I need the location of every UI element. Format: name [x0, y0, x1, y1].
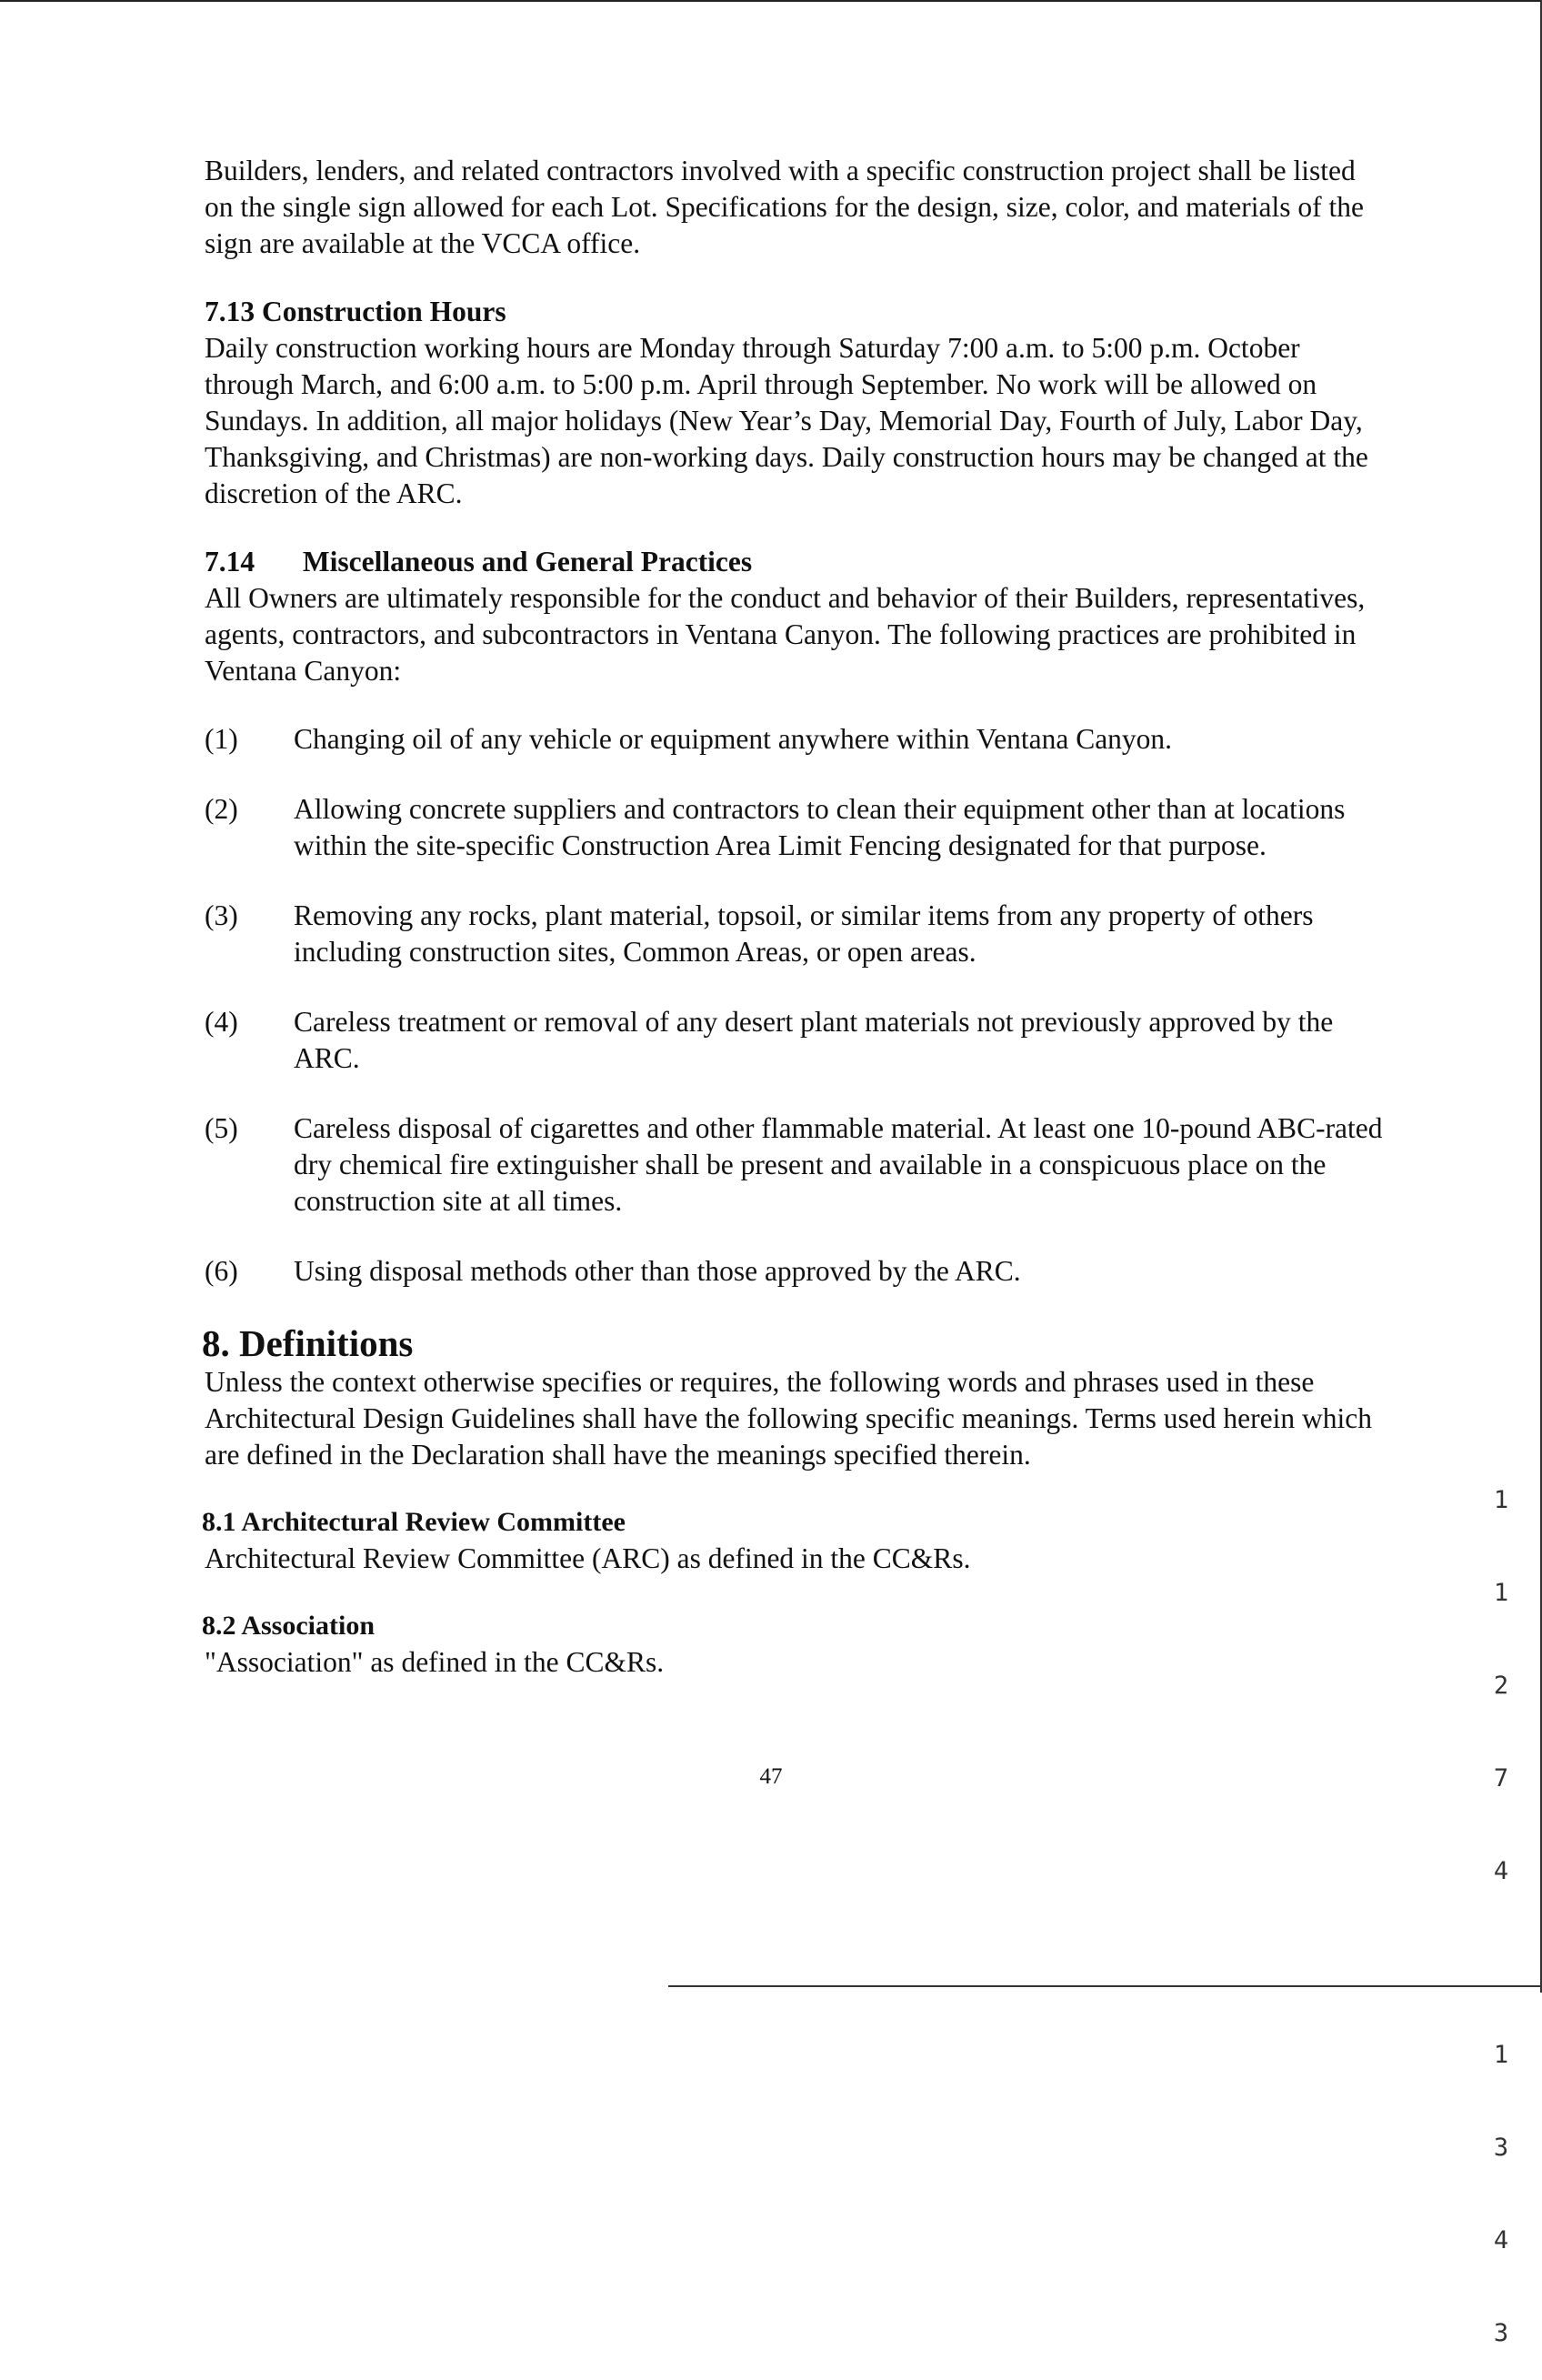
stamp-digit: 1 — [1493, 1486, 1509, 1514]
stamp-digit: 4 — [1493, 2226, 1509, 2254]
list-item — [205, 1004, 1387, 1077]
section-title: Miscellaneous and General Practices — [302, 546, 753, 577]
section-7-13-body: Daily construction working hours are Monday through Saturday 7:00 a.m. to 5:00 p.m. October through March, and 6:00 a.m. to 5:00 p.m. April through September. No work will be allowed on Sundays. In addition, all major holidays (New Year’s Day, Memorial Day, Fourth of July, Labor Day, Thanksgiving, and Christmas) are non-working days. Daily construction hours may be changed at the discretion of the ARC. — [205, 332, 1368, 509]
section-number: 7.14 — [205, 546, 255, 577]
definition-8-2-heading: 8.2 Association — [202, 1611, 375, 1641]
list-item-text: Careless treatment or removal of any desert plant materials not previously approved by the ARC. — [294, 1006, 1334, 1074]
list-item-text: Careless disposal of cigarettes and other flammable material. At least one 10-pound ABC-rated dry chemical fire extinguisher shall be present and available in a conspicuous place on the construction site at all times. — [294, 1112, 1383, 1217]
definitions-heading: 8. Definitions — [202, 1322, 414, 1364]
list-item — [205, 1253, 1387, 1290]
definition-8-1-text: Architectural Review Committee (ARC) as defined in the CC&Rs. — [205, 1542, 971, 1574]
list-item-text: Changing oil of any vehicle or equipment anywhere within Ventana Canyon. — [294, 723, 1173, 755]
list-item-text: Allowing concrete suppliers and contractors to clean their equipment other than at locations within the site-specific Construction Area Limit Fencing designated for that purpose. — [294, 793, 1346, 861]
page-border-bottom — [668, 1985, 1542, 1987]
page-number: 47 — [759, 1764, 783, 1789]
intro-paragraph: Builders, lenders, and related contractors involved with a specific construction project shall be listed on the single sign allowed for each Lot. Specifications for the design, size, color, and materials of the sign are available at the VCCA office. — [205, 155, 1364, 259]
list-item-text: Removing any rocks, plant material, topsoil, or similar items from any property of others including construction sites, Common Areas, or open areas. — [294, 899, 1314, 968]
stamp-digit: 3 — [1493, 2134, 1509, 2162]
definition-8-2-text: "Association" as defined in the CC&Rs. — [205, 1646, 665, 1678]
section-7-13-heading — [205, 294, 1387, 330]
list-item-marker: (1) — [205, 723, 238, 755]
list-item-text: Using disposal methods other than those approved by the ARC. — [294, 1255, 1021, 1287]
list-item — [205, 791, 1387, 864]
prohibited-practices-list — [205, 721, 1387, 1290]
list-item-marker: (6) — [205, 1255, 238, 1287]
list-item-marker: (2) — [205, 793, 238, 825]
stamp-digit: 1 — [1493, 2041, 1509, 2069]
stamp-digit: 7 — [1493, 1764, 1509, 1793]
stamp-digit: 3 — [1493, 2319, 1509, 2347]
stamp-digit: 2 — [1493, 1672, 1509, 1700]
recording-stamp — [1487, 1423, 1515, 2380]
section-number: 7.13 — [205, 296, 255, 327]
list-item-marker: (5) — [205, 1112, 238, 1144]
definitions-intro: Unless the context otherwise specifies or requires, the following words and phrases used in these Architectural Design Guidelines shall have the following specific meanings. Terms used herein which are defined in the Declaration shall have the meanings specified therein. — [205, 1366, 1372, 1471]
section-7-14-heading — [205, 544, 1387, 580]
definition-8-1-heading: 8.1 Architectural Review Committee — [202, 1507, 626, 1537]
list-item — [205, 898, 1387, 970]
stamp-digit: 1 — [1493, 1579, 1509, 1607]
section-title: Construction Hours — [262, 296, 506, 327]
list-item-marker: (4) — [205, 1006, 238, 1038]
page-border-top — [0, 0, 1542, 2]
list-item-marker: (3) — [205, 899, 238, 931]
stamp-gap — [1487, 1949, 1515, 1978]
document-body — [202, 153, 1387, 1681]
stamp-digit: 4 — [1493, 1857, 1509, 1885]
list-item — [205, 1110, 1387, 1220]
section-7-14-body: All Owners are ultimately responsible for the conduct and behavior of their Builders, representatives, agents, contractors, and subcontractors in Ventana Canyon. The following practices are prohibited in Ventana Canyon: — [205, 582, 1366, 687]
list-item — [205, 721, 1387, 758]
